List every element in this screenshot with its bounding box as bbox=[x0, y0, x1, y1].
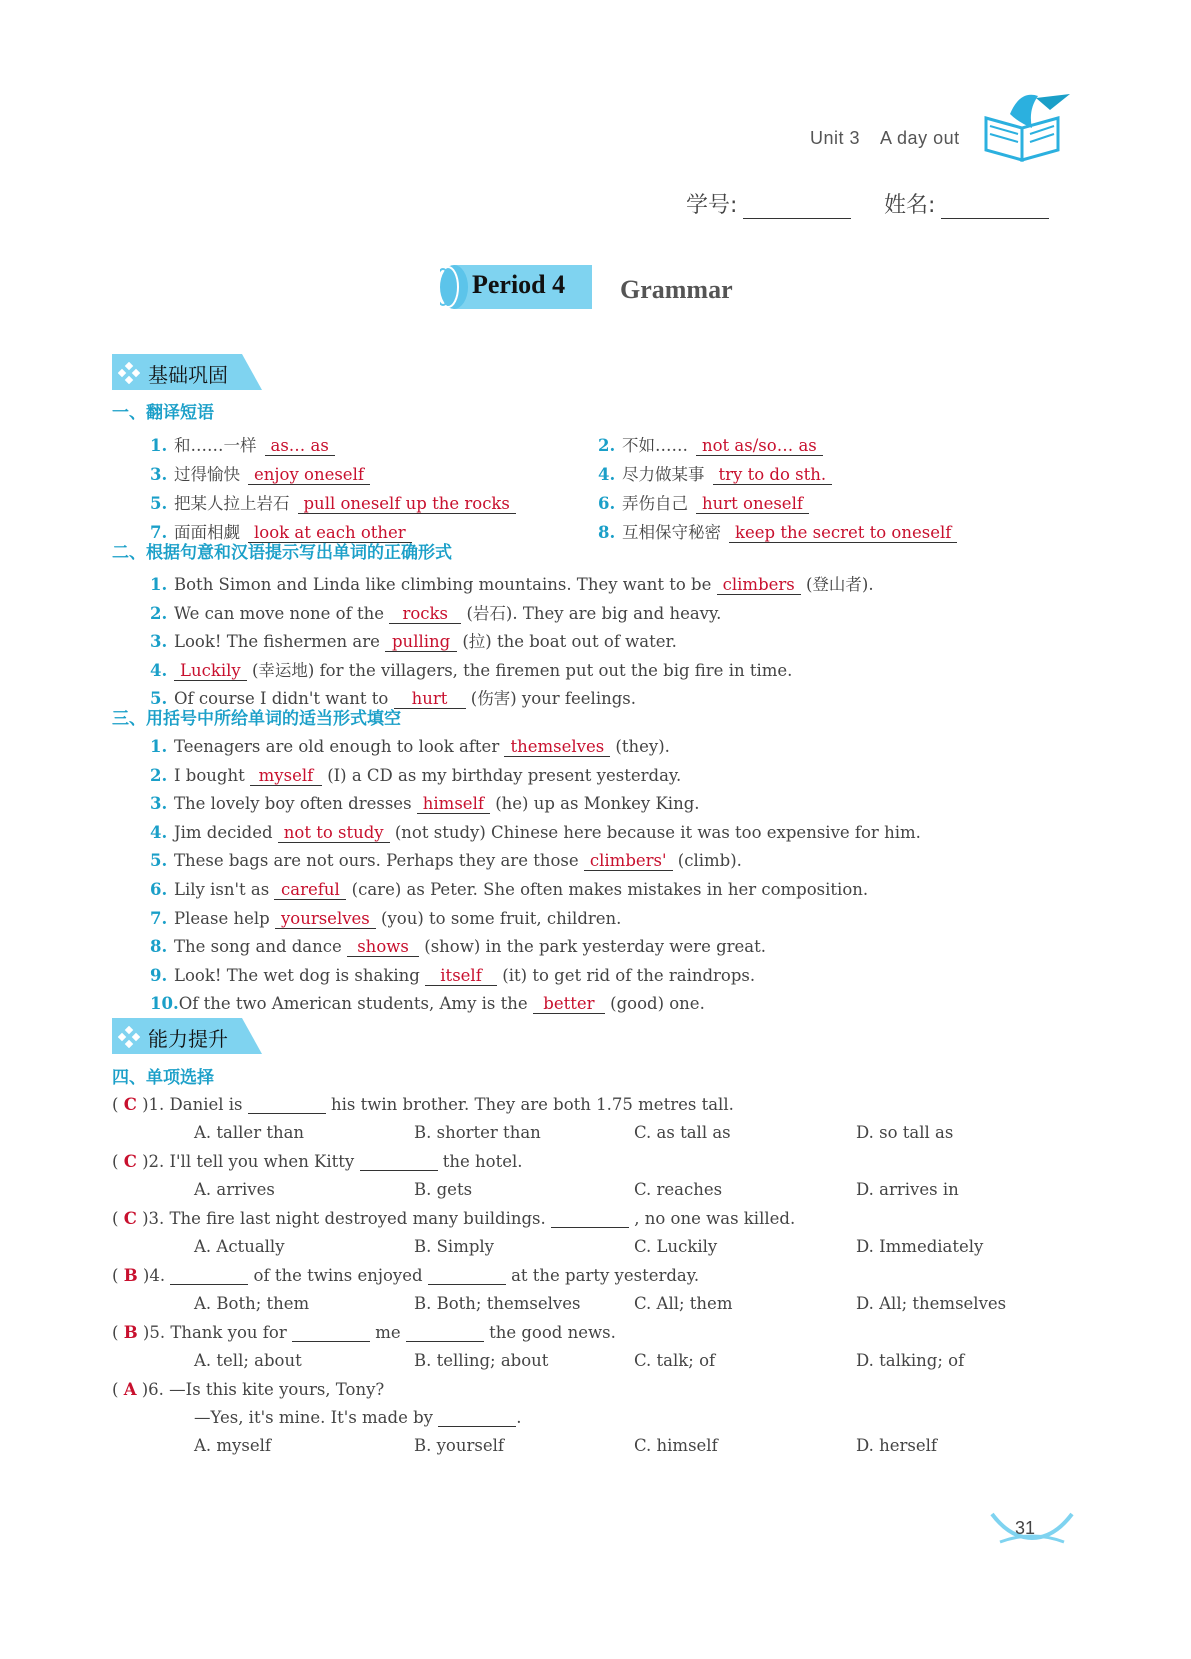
sentence-before: Teenagers are old enough to look after bbox=[174, 737, 505, 756]
diamond-icon bbox=[118, 1026, 140, 1048]
sentence-before: Look! The wet dog is shaking bbox=[174, 965, 426, 985]
stem-text: me bbox=[369, 1323, 406, 1342]
student-number-field bbox=[686, 188, 851, 219]
item-answer[interactable]: better bbox=[533, 994, 605, 1014]
option-b[interactable]: B. shorter than bbox=[414, 1123, 541, 1142]
stem-text: —Yes, it's mine. It's made by bbox=[194, 1408, 439, 1427]
sentence-after: (he) up as Monkey King. bbox=[489, 794, 700, 814]
option-d[interactable]: D. talking; of bbox=[856, 1351, 965, 1370]
item-number: 8. bbox=[150, 937, 168, 957]
sentence-item bbox=[150, 600, 721, 624]
item-number: 2. bbox=[150, 765, 168, 785]
name-field bbox=[884, 188, 1049, 219]
sentence-before: Both Simon and Linda like climbing mountains. They want to be bbox=[174, 575, 717, 594]
paren-open: ( bbox=[112, 1209, 124, 1228]
sentence-after: (it) to get rid of the raindrops. bbox=[497, 965, 756, 985]
sentence-before: Of the two American students, Amy is the bbox=[178, 994, 533, 1014]
item-answer[interactable]: keep the secret to oneself bbox=[729, 523, 957, 543]
option-c[interactable]: C. talk; of bbox=[634, 1351, 716, 1370]
stem-text: of the twins enjoyed bbox=[248, 1266, 428, 1285]
answer-blank[interactable] bbox=[248, 1095, 326, 1114]
answer-blank[interactable] bbox=[428, 1266, 506, 1285]
item-answer[interactable]: pull oneself up the rocks bbox=[298, 494, 516, 514]
option-c[interactable]: C. reaches bbox=[634, 1180, 723, 1199]
option-c[interactable]: C. as tall as bbox=[634, 1123, 731, 1142]
sentence-after: (岩石). They are big and heavy. bbox=[461, 603, 722, 623]
option-c[interactable]: C. All; them bbox=[634, 1294, 733, 1313]
answer-blank[interactable] bbox=[360, 1152, 438, 1171]
item-answer[interactable]: not as/so… as bbox=[696, 436, 823, 456]
sentence-item bbox=[150, 766, 681, 786]
option-a[interactable]: A. Both; them bbox=[194, 1294, 310, 1313]
option-d[interactable]: D. herself bbox=[856, 1436, 938, 1455]
sentence-after: (I) a CD as my birthday present yesterday. bbox=[321, 765, 682, 785]
item-number: 2. bbox=[150, 603, 168, 623]
part1-heading: 一、翻译短语 bbox=[112, 403, 214, 423]
mc-question bbox=[112, 1266, 699, 1285]
paren-open: ( bbox=[112, 1095, 124, 1114]
sentence-after: (climb). bbox=[672, 851, 742, 871]
book-icon bbox=[980, 88, 1072, 162]
question-number: )2. bbox=[136, 1152, 170, 1171]
item-prompt: 和……一样 bbox=[174, 436, 257, 455]
item-answer[interactable]: climbers bbox=[717, 575, 801, 595]
sentence-after: (show) in the park yesterday were great. bbox=[419, 937, 767, 957]
unit-label: Unit 3 bbox=[810, 128, 861, 148]
name-label: 姓名: bbox=[884, 193, 936, 218]
option-d[interactable]: D. arrives in bbox=[856, 1180, 959, 1199]
option-d[interactable]: D. Immediately bbox=[856, 1237, 984, 1256]
option-b[interactable]: B. Simply bbox=[414, 1237, 495, 1256]
phrase-item bbox=[598, 461, 832, 485]
period-topic: Grammar bbox=[620, 275, 733, 304]
item-number: 1. bbox=[150, 436, 168, 455]
item-answer[interactable]: himself bbox=[417, 794, 490, 814]
option-a[interactable]: A. arrives bbox=[194, 1180, 275, 1199]
student-number-label: 学号: bbox=[686, 193, 738, 218]
item-answer[interactable]: myself bbox=[250, 766, 322, 786]
sentence-item bbox=[150, 737, 670, 757]
question-number: )1. bbox=[136, 1095, 170, 1114]
answer-blank[interactable] bbox=[551, 1209, 629, 1228]
option-d[interactable]: D. so tall as bbox=[856, 1123, 954, 1142]
unit-header bbox=[810, 128, 960, 149]
item-number: 8. bbox=[598, 523, 616, 542]
item-number: 6. bbox=[598, 494, 616, 513]
item-answer[interactable]: shows bbox=[347, 937, 419, 957]
sentence-item bbox=[150, 909, 621, 929]
item-prompt: 过得愉快 bbox=[174, 465, 240, 484]
sentence-before: Of course I didn't want to bbox=[174, 689, 394, 708]
sentence-before: These bags are not ours. Perhaps they are those bbox=[174, 851, 584, 871]
sentence-after: (拉) the boat out of water. bbox=[457, 632, 677, 651]
question-number: )5. bbox=[137, 1323, 171, 1342]
sentence-item bbox=[150, 994, 705, 1014]
item-number: 1. bbox=[150, 737, 168, 756]
item-number: 2. bbox=[598, 436, 616, 455]
item-answer[interactable]: pulling bbox=[385, 632, 457, 652]
item-answer[interactable]: enjoy oneself bbox=[248, 465, 370, 485]
item-answer[interactable]: Luckily bbox=[174, 661, 247, 681]
mc-answer[interactable]: B bbox=[123, 1323, 138, 1342]
sentence-before: Please help bbox=[174, 908, 275, 928]
item-answer[interactable]: climbers' bbox=[584, 851, 673, 871]
mc-question bbox=[112, 1323, 616, 1342]
stem-text: his twin brother. They are both 1.75 metres tall. bbox=[325, 1095, 734, 1114]
mc-question bbox=[112, 1152, 523, 1171]
sentence-item bbox=[150, 823, 921, 843]
item-number: 3. bbox=[150, 794, 168, 814]
sentence-item bbox=[150, 851, 742, 871]
stem-text: —Is this kite yours, Tony? bbox=[169, 1380, 385, 1399]
item-answer[interactable]: look at each other bbox=[248, 523, 412, 543]
phrase-item bbox=[598, 490, 809, 514]
stem-text: the good news. bbox=[483, 1323, 616, 1342]
item-answer[interactable]: careful bbox=[274, 880, 346, 900]
part3-heading: 三、用括号中所给单词的适当形式填空 bbox=[112, 709, 401, 729]
sentence-item bbox=[150, 966, 755, 986]
option-c[interactable]: C. Luckily bbox=[634, 1237, 718, 1256]
answer-blank[interactable] bbox=[170, 1266, 248, 1285]
phrase-item bbox=[150, 490, 516, 514]
item-number: 6. bbox=[150, 880, 168, 899]
item-answer[interactable]: as… as bbox=[265, 436, 335, 456]
option-b[interactable]: B. gets bbox=[414, 1180, 473, 1199]
sentence-after: (伤害) your feelings. bbox=[465, 689, 637, 708]
phrase-item bbox=[598, 519, 957, 543]
item-answer[interactable]: rocks bbox=[389, 604, 461, 624]
section-advanced-title: 能力提升 bbox=[148, 1027, 228, 1051]
sentence-item bbox=[150, 937, 766, 957]
section-basic-banner bbox=[112, 354, 262, 390]
option-b[interactable]: B. yourself bbox=[414, 1436, 505, 1455]
sentence-before: The song and dance bbox=[174, 937, 348, 957]
mc-answer[interactable]: A bbox=[123, 1380, 137, 1399]
sentence-before: Look! The fishermen are bbox=[174, 632, 386, 651]
phrase-item bbox=[150, 461, 370, 485]
item-number: 4. bbox=[150, 822, 168, 842]
sentence-after: (they). bbox=[610, 737, 670, 756]
name-input[interactable] bbox=[941, 196, 1049, 219]
item-answer[interactable]: not to study bbox=[278, 823, 390, 843]
sentence-item bbox=[150, 880, 868, 900]
sentence-before: The lovely boy often dresses bbox=[174, 794, 417, 814]
student-number-input[interactable] bbox=[743, 196, 851, 219]
item-number: 4. bbox=[598, 465, 616, 484]
stem-text: at the party yesterday. bbox=[505, 1266, 700, 1285]
mc-answer[interactable]: B bbox=[123, 1266, 138, 1285]
sentence-before: Lily isn't as bbox=[174, 880, 275, 899]
item-prompt: 不如…… bbox=[622, 436, 688, 455]
question-number: )3. bbox=[136, 1209, 170, 1228]
option-d[interactable]: D. All; themselves bbox=[856, 1294, 1007, 1313]
item-answer[interactable]: itself bbox=[425, 966, 497, 986]
answer-blank[interactable] bbox=[406, 1323, 484, 1342]
item-number: 5. bbox=[150, 851, 168, 871]
mc-question-line2 bbox=[194, 1408, 521, 1427]
item-number: 5. bbox=[150, 689, 168, 708]
sentence-after: (not study) Chinese here because it was too expensive for him. bbox=[389, 822, 921, 842]
item-prompt: 弄伤自己 bbox=[622, 494, 688, 513]
section-advanced-banner bbox=[112, 1018, 262, 1054]
sentence-before: Jim decided bbox=[174, 822, 278, 842]
answer-blank[interactable] bbox=[438, 1408, 516, 1427]
mc-question bbox=[112, 1380, 384, 1399]
part2-heading: 二、根据句意和汉语提示写出单词的正确形式 bbox=[112, 543, 452, 563]
paren-open: ( bbox=[112, 1323, 124, 1342]
option-a[interactable]: A. tell; about bbox=[194, 1351, 302, 1370]
item-number: 3. bbox=[150, 632, 168, 651]
page-number: 31 bbox=[1015, 1518, 1036, 1538]
option-a[interactable]: A. Actually bbox=[194, 1237, 285, 1256]
stem-text: the hotel. bbox=[437, 1152, 523, 1171]
part4-heading: 四、单项选择 bbox=[112, 1068, 214, 1088]
item-prompt: 尽力做某事 bbox=[622, 465, 705, 484]
diamond-icon bbox=[118, 362, 140, 384]
sentence-after: (登山者). bbox=[800, 575, 874, 594]
item-number: 3. bbox=[150, 465, 168, 484]
option-a[interactable]: A. taller than bbox=[194, 1123, 305, 1142]
item-answer[interactable]: themselves bbox=[504, 737, 610, 757]
stem-text: Thank you for bbox=[170, 1323, 292, 1342]
stem-text: I'll tell you when Kitty bbox=[169, 1152, 360, 1171]
item-number: 7. bbox=[150, 908, 168, 928]
answer-blank[interactable] bbox=[292, 1323, 370, 1342]
unit-title: A day out bbox=[880, 128, 960, 148]
paren-open: ( bbox=[112, 1380, 124, 1399]
item-number: 7. bbox=[150, 523, 168, 542]
stem-text: Daniel is bbox=[169, 1095, 248, 1114]
item-number: 10. bbox=[150, 994, 179, 1014]
item-answer[interactable]: yourselves bbox=[275, 909, 376, 929]
mc-question bbox=[112, 1095, 734, 1114]
item-prompt: 把某人拉上岩石 bbox=[174, 494, 290, 513]
item-prompt: 互相保守秘密 bbox=[622, 523, 721, 542]
option-c[interactable]: C. himself bbox=[634, 1436, 718, 1455]
mc-question bbox=[112, 1209, 795, 1228]
item-number: 1. bbox=[150, 575, 168, 594]
stem-text: The fire last night destroyed many buildings. bbox=[169, 1209, 552, 1228]
sentence-item bbox=[150, 657, 792, 681]
option-b[interactable]: B. Both; themselves bbox=[414, 1294, 581, 1313]
stem-text: , no one was killed. bbox=[629, 1209, 796, 1228]
mc-answer[interactable]: C bbox=[123, 1209, 137, 1228]
sentence-after: (you) to some fruit, children. bbox=[375, 908, 622, 928]
mc-answer[interactable]: C bbox=[123, 1152, 137, 1171]
option-a[interactable]: A. myself bbox=[194, 1436, 271, 1455]
paren-open: ( bbox=[112, 1266, 124, 1285]
phrase-item bbox=[598, 432, 823, 456]
phrase-item bbox=[150, 432, 335, 456]
paren-open: ( bbox=[112, 1152, 124, 1171]
sentence-before: We can move none of the bbox=[174, 603, 390, 623]
item-answer[interactable]: hurt oneself bbox=[696, 494, 809, 514]
period-label: Period 4 bbox=[472, 270, 566, 299]
sentence-after: (good) one. bbox=[604, 994, 705, 1014]
sentence-item bbox=[150, 571, 874, 595]
item-answer[interactable]: hurt bbox=[394, 689, 466, 709]
section-basic-title: 基础巩固 bbox=[148, 363, 228, 387]
question-number: )4. bbox=[137, 1266, 171, 1285]
mc-answer[interactable]: C bbox=[123, 1095, 137, 1114]
item-number: 9. bbox=[150, 965, 168, 985]
sentence-before: I bought bbox=[174, 765, 250, 785]
sentence-item bbox=[150, 794, 700, 814]
item-number: 5. bbox=[150, 494, 168, 513]
sentence-after: (care) as Peter. She often makes mistakes in her composition. bbox=[346, 880, 869, 899]
item-answer[interactable]: try to do sth. bbox=[713, 465, 833, 485]
item-number: 4. bbox=[150, 660, 168, 680]
item-prompt: 面面相觑 bbox=[174, 523, 240, 542]
question-number: )6. bbox=[136, 1380, 170, 1399]
stem-text: . bbox=[516, 1408, 522, 1427]
sentence-item bbox=[150, 628, 677, 652]
option-b[interactable]: B. telling; about bbox=[414, 1351, 549, 1370]
sentence-after: (幸运地) for the villagers, the firemen put out the big fire in time. bbox=[246, 660, 793, 680]
